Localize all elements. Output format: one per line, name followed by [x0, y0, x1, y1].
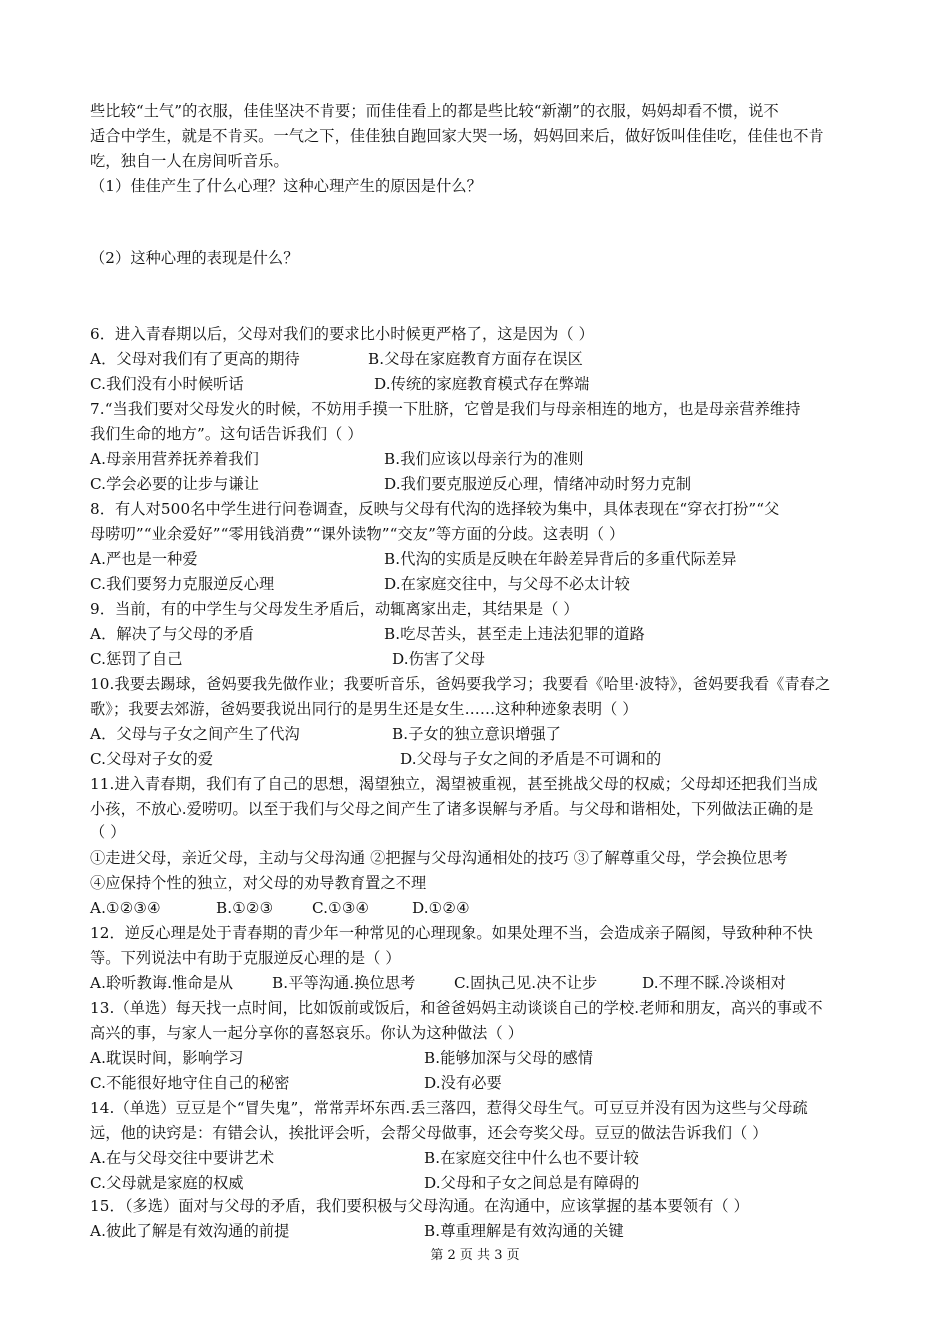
question-13-stem: 13.（单选）每天找一点时间，比如饭前或饭后，和爸爸妈妈主动谈谈自己的学校.老师和朋友，高兴的事或不: [90, 999, 823, 1017]
option-d: D.没有必要: [424, 1074, 502, 1092]
option-b: B.代沟的实质是反映在年龄差异背后的多重代际差异: [384, 550, 737, 568]
option-b: B.在家庭交往中什么也不要计较: [424, 1149, 639, 1167]
option-d: D.不理不睬.冷谈相对: [642, 974, 786, 992]
question-10-stem: 歌》；我要去郊游，爸妈要我说出同行的是男生还是女生……这种种迹象表明（ ）: [90, 700, 638, 718]
option-b: B.尊重理解是有效沟通的关键: [424, 1222, 624, 1240]
option-a: A.耽误时间，影响学习: [90, 1049, 244, 1067]
option-c: C.学会必要的让步与谦让: [90, 475, 259, 493]
option-c: C.①③④: [312, 899, 370, 917]
option-row: [90, 624, 645, 644]
question-11-stem: （ ）: [90, 823, 126, 841]
option-c: C.我们没有小时候听话: [90, 375, 244, 393]
question-11-stem: 11.进入青春期，我们有了自己的思想，渴望独立，渴望被重视，甚至挑战父母的权威；父母却还把我们当成: [90, 775, 818, 793]
option-a: A.彼此了解是有效沟通的前提: [90, 1222, 290, 1240]
option-row: [90, 374, 590, 394]
passage-line: 吃，独自一人在房间听音乐。: [90, 152, 289, 170]
option-a: A．父母与子女之间产生了代沟: [90, 725, 300, 743]
question-12-stem: 12．逆反心理是处于青春期的青少年一种常见的心理现象。如果处理不当，会造成亲子隔阂，导致种种不快: [90, 924, 813, 942]
option-c: C.惩罚了自己: [90, 650, 183, 668]
option-a: A.聆听教诲.惟命是从: [90, 974, 234, 992]
question-12-stem: 等。下列说法中有助于克服逆反心理的是（ ）: [90, 949, 401, 967]
option-row: [90, 349, 583, 369]
option-row: [90, 973, 786, 993]
question-6-stem: 6．进入青春期以后，父母对我们的要求比小时候更严格了，这是因为（ ）: [90, 325, 594, 343]
option-b: B.能够加深与父母的感情: [424, 1049, 594, 1067]
sub-question-1: （1）佳佳产生了什么心理？这种心理产生的原因是什么？: [90, 177, 482, 195]
option-d: D.传统的家庭教育模式存在弊端: [374, 375, 590, 393]
option-a: A．父母对我们有了更高的期待: [90, 350, 300, 368]
question-14-stem: 远，他的诀窍是：有错会认，挨批评会听，会帮父母做事，还会夸奖父母。豆豆的做法告诉我们（ ）: [90, 1124, 768, 1142]
passage-line: 些比较“土气”的衣服，佳佳坚决不肯要；而佳佳看上的都是些比较“新潮”的衣服，妈妈却看不惯，说不: [90, 102, 779, 120]
option-b: B.吃尽苦头，甚至走上违法犯罪的道路: [384, 625, 645, 643]
option-row: [90, 1148, 639, 1168]
option-row: [90, 449, 584, 469]
question-15-stem: 15．（多选）面对与父母的矛盾，我们要积极与父母沟通。在沟通中，应该掌握的基本要领有（ ）: [90, 1197, 749, 1215]
option-row: [90, 574, 630, 594]
question-11-stem: 小孩，不放心.爱唠叨。以至于我们与父母之间产生了诸多误解与矛盾。与父母和谐相处，下列做法正确的是: [90, 800, 814, 818]
option-row: [90, 1221, 624, 1241]
option-b: B.平等沟通.换位思考: [272, 974, 416, 992]
question-8-stem: 8．有人对500名中学生进行问卷调查，反映与父母有代沟的选择较为集中，具体表现在“穿衣打扮”“父: [90, 500, 780, 518]
option-c: C.不能很好地守住自己的秘密: [90, 1074, 290, 1092]
option-row: [90, 549, 737, 569]
option-b: B.父母在家庭教育方面存在误区: [368, 350, 583, 368]
question-7-stem: 7.“当我们要对父母发火的时候，不妨用手摸一下肚脐，它曾是我们与母亲相连的地方，也是母亲营养维持: [90, 400, 801, 418]
question-11-choices: ④应保持个性的独立，对父母的劝导教育置之不理: [90, 874, 427, 892]
option-c: C.我们要努力克服逆反心理: [90, 575, 275, 593]
option-b: B.①②③: [216, 899, 274, 917]
option-d: D.父母和子女之间总是有障碍的: [424, 1174, 640, 1192]
option-row: [90, 1048, 594, 1068]
option-row: [90, 749, 662, 769]
option-b: B.我们应该以母亲行为的准则: [384, 450, 584, 468]
question-11-choices: ①走进父母，亲近父母，主动与父母沟通 ②把握与父母沟通相处的技巧 ③了解尊重父母，学会换位思考: [90, 849, 788, 867]
option-d: D.伤害了父母: [392, 650, 486, 668]
option-d: D.①②④: [412, 899, 470, 917]
option-row: [90, 649, 486, 669]
question-9-stem: 9．当前，有的中学生与父母发生矛盾后，动辄离家出走，其结果是（ ）: [90, 600, 579, 618]
option-row: [90, 898, 470, 918]
question-7-stem: 我们生命的地方”。这句话告诉我们（ ）: [90, 425, 363, 443]
passage-line: 适合中学生，就是不肯买。一气之下，佳佳独自跑回家大哭一场，妈妈回来后，做好饭叫佳佳吃，佳佳也不肯: [90, 127, 824, 145]
option-d: D.我们要克服逆反心理，情绪冲动时努力克制: [384, 475, 692, 493]
question-10-stem: 10.我要去踢球，爸妈要我先做作业；我要听音乐，爸妈要我学习；我要看《哈里·波特》，爸妈要我看《青春之: [90, 675, 831, 693]
question-8-stem: 母唠叨”“业余爱好”“零用钱消费”“课外读物”“交友”等方面的分歧。这表明（ ）: [90, 525, 625, 543]
page-footer: 第 2 页 共 3 页: [430, 1248, 520, 1263]
option-row: [90, 1173, 640, 1193]
option-row: [90, 474, 692, 494]
question-13-stem: 高兴的事，与家人一起分享你的喜怒哀乐。你认为这种做法（ ）: [90, 1024, 523, 1042]
option-a: A.母亲用营养抚养着我们: [90, 450, 259, 468]
option-a: A.在与父母交往中要讲艺术: [90, 1149, 275, 1167]
option-row: [90, 724, 562, 744]
option-c: C.父母就是家庭的权威: [90, 1174, 244, 1192]
option-d: D.在家庭交往中，与父母不必太计较: [384, 575, 630, 593]
option-b: B.子女的独立意识增强了: [392, 725, 562, 743]
option-a: A．解决了与父母的矛盾: [90, 625, 254, 643]
option-row: [90, 1073, 502, 1093]
option-a: A.①②③④: [90, 899, 161, 917]
option-a: A.严也是一种爱: [90, 550, 198, 568]
option-c: C.父母对子女的爱: [90, 750, 214, 768]
option-c: C.固执己见.决不让步: [454, 974, 598, 992]
question-14-stem: 14.（单选）豆豆是个“冒失鬼”，常常弄坏东西.丢三落四，惹得父母生气。可豆豆并没有因为这些与父母疏: [90, 1099, 808, 1117]
option-d: D.父母与子女之间的矛盾是不可调和的: [400, 750, 662, 768]
sub-question-2: （2）这种心理的表现是什么？: [90, 249, 299, 267]
